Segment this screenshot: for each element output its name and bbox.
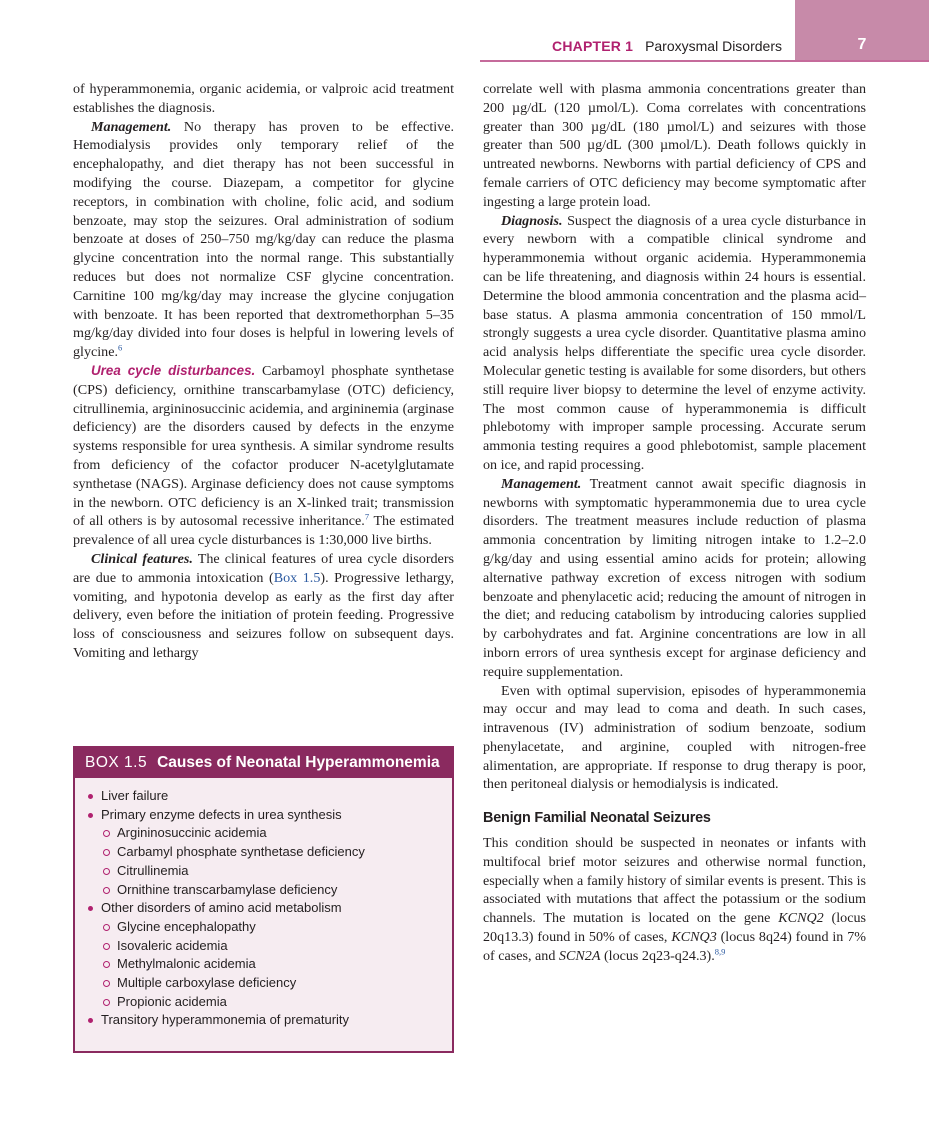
paragraph-bfns: This condition should be suspected in neonates or infants with multifocal brief motor seizures and otherwise normal function, especially when a family history of similar events is present. This is associated with mutations that affect the potassium or the sodium channels. The mutation is located on the gene KCNQ2 (locus 20q13.3) found in 50% of cases, KCNQ3 (locus 8q24) found in 7% of cases, and SCN2A (locus 2q23-q24.3).$^{8,9}$ xyxy=(483,835,866,964)
box-header xyxy=(75,748,452,778)
paragraph-management: Management. Treatment cannot await specific diagnosis in newborns with symptomatic hyperammonemia due to urea cycle disorders. The treatment measures include reduction of plasma ammonia concentration by limiting nitrogen intake to 1.2–2.0 g/kg/day and using essential amino acids for protein; allowing alternative pathway excretion of excess nitrogen with sodium benzoate and phenylacetic acid; reducing the amount of nitrogen in the diet; and reducing catabolism by introducing calories supplied by carbohydrates and fat. Arginine concentrations are low in all inborn errors of urea synthesis except for arginase deficiency and require supplementation. xyxy=(483,475,866,680)
box-title: Causes of Neonatal Hyperammonemia xyxy=(157,754,440,771)
list-subitem: Ornithine transcarbamylase deficiency xyxy=(87,881,452,900)
paragraph: Even with optimal supervision, episodes of hyperammonemia may occur and may lead to coma and death. In such cases, intravenous (IV) administration of sodium benzoate, sodium phenylacetate, and arginine, coupled with nitrogen-free alimentation, are appropriate. If response to drug therapy is poor, then peritoneal dialysis or hemodialysis is indicated. xyxy=(483,682,866,793)
page-number-tab xyxy=(795,0,929,60)
paragraph-clinical-features: Clinical features. The clinical features of urea cycle disorders are due to ammonia intoxication (Box 1.5). Progressive lethargy, vomiting, and hypotonia develop as early as the first day after delivery, even before the initiation of protein feeding. Progressive loss of consciousness and seizures follow on subsequent days. Vomiting and lethargy xyxy=(73,550,454,661)
run-in-heading: Management. xyxy=(501,475,582,492)
list-subitem: Glycine encephalopathy xyxy=(87,918,452,937)
gene-name: KCNQ2 xyxy=(778,910,824,927)
left-column xyxy=(73,80,454,663)
subsection-heading: Urea cycle disturbances. xyxy=(91,362,256,378)
run-in-heading: Diagnosis. xyxy=(501,212,563,229)
list-subitem: Argininosuccinic acidemia xyxy=(87,824,452,843)
page-number: 7 xyxy=(857,36,867,53)
reference-link[interactable]: 6 xyxy=(118,342,123,353)
reference-link[interactable]: 8,9 xyxy=(714,946,726,957)
list-item: Primary enzyme defects in urea synthesis xyxy=(87,806,452,825)
box-cross-reference-link[interactable]: Box 1.5 xyxy=(273,569,321,586)
box-list xyxy=(75,778,452,1030)
paragraph-diagnosis: Diagnosis. Suspect the diagnosis of a urea cycle disturbance in every newborn with a compatible clinical syndrome and hyperammonemia without organic acidemia. Hyperammonemia can be life threatening, and diagnosis within 24 hours is essential. Determine the blood ammonia concentration and the plasma acid–base status. A plasma ammonia concentration of 150 mmol/L strongly suggests a urea cycle disorder. Quantitative plasma amino acid analysis helps differentiate the specific urea cycle disorder. Molecular genetic testing is available for some disorders, but others still require liver biopsy to determine the level of enzyme activity. The most common cause of hyperammonemia is difficult phlebotomy with improper sample processing. Accurate serum ammonia testing requires a good phlebotomist, sample placement on ice, and rapid processing. xyxy=(483,212,866,473)
box-label: BOX 1.5 xyxy=(85,754,148,771)
list-item: Transitory hyperammonemia of prematurity xyxy=(87,1011,452,1030)
paragraph-urea-cycle: Urea cycle disturbances. Carbamoyl phosphate synthetase (CPS) deficiency, ornithine transcarbamylase (OTC) deficiency, citrullinemia, argininosuccinic acidemia, and argininemia (arginase deficiency) are the disorders caused by defects in the enzyme systems responsible for urea synthesis. A similar syndrome results from deficiency of the cofactor producer N-acetylglutamate synthetase (NAGS). Arginase deficiency does not cause symptoms in the newborn. OTC deficiency is an X-linked trait; transmission of all others is by autosomal recessive inheritance.$^7$ The estimated prevalence of all urea cycle disturbances is 1:30,000 live births. xyxy=(73,362,454,549)
list-item: Other disorders of amino acid metabolism xyxy=(87,899,452,918)
paragraph: of hyperammonemia, organic acidemia, or valproic acid treatment establishes the diagnosis. xyxy=(73,81,454,116)
reference-link[interactable]: 7 xyxy=(364,511,370,522)
header-rule xyxy=(480,60,929,62)
chapter-title: Paroxysmal Disorders xyxy=(645,38,782,54)
gene-name: SCN2A xyxy=(558,947,601,964)
gene-name: KCNQ3 xyxy=(671,929,717,946)
list-subitem: Carbamyl phosphate synthetase deficiency xyxy=(87,843,452,862)
running-header xyxy=(552,38,782,54)
right-column xyxy=(483,80,866,966)
list-item: Liver failure xyxy=(87,787,452,806)
paragraph-management: Management. No therapy has proven to be effective. Hemodialysis provides only temporary relief of the encephalopathy, and diet therapy has not been successful in modifying the course. Diazepam, a competitor for glycine receptors, in combination with choline, folic acid, and sodium benzoate, may stop the seizures. Oral administration of sodium benzoate at doses of 250–750 mg/kg/day can reduce the plasma glycine concentration into the normal range. This substantially reduces but does not normalize CSF glycine concentration. Carnitine 100 mg/kg/day may increase the glycine conjugation with benzoate. It has been reported that dextromethorphan 5–35 mg/kg/day divided into four doses is helpful in lowering levels of glycine.$^6$ xyxy=(73,118,454,361)
list-subitem: Methylmalonic acidemia xyxy=(87,955,452,974)
box-1-5 xyxy=(73,746,454,1053)
section-heading: Benign Familial Neonatal Seizures xyxy=(483,810,711,827)
run-in-heading: Clinical features. xyxy=(91,550,193,567)
list-subitem: Propionic acidemia xyxy=(87,993,452,1012)
paragraph: correlate well with plasma ammonia concentrations greater than 200 µg/dL (120 µmol/L). Coma correlates with concentrations greater than 300 µg/dL (180 µmol/L) and seizures with those greater than 500 µg/dL (300 µmol/L). Death follows quickly in untreated newborns. Newborns with partial deficiency of CPS and female carriers of OTC deficiency may become symptomatic after ingesting a large protein load. xyxy=(483,81,866,210)
run-in-heading: Management. xyxy=(91,118,172,135)
list-subitem: Multiple carboxylase deficiency xyxy=(87,974,452,993)
list-subitem: Citrullinemia xyxy=(87,862,452,881)
list-subitem: Isovaleric acidemia xyxy=(87,937,452,956)
chapter-label: CHAPTER 1 xyxy=(552,38,634,54)
